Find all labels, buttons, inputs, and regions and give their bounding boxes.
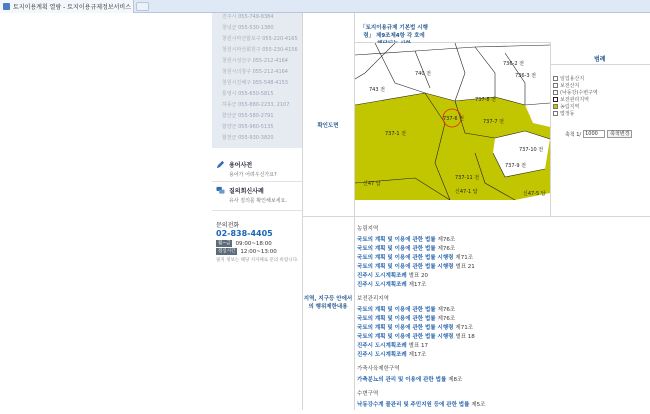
parcel-label: 736-2 전 xyxy=(503,61,524,67)
chat-bubble-icon xyxy=(216,186,225,195)
legend-item xyxy=(553,96,598,103)
law-link[interactable]: 국토의 계획 및 이용에 관한 법률 제76조 xyxy=(357,237,456,243)
law-link[interactable]: 진주시 도시계획조례 별표 17 xyxy=(357,343,429,349)
weekday-label: 월~금 xyxy=(218,241,231,246)
legend-swatch xyxy=(553,111,558,116)
phone-row: 하동군 055-880-2233, 2107 xyxy=(222,102,290,108)
zone-restriction-label: 지역, 지구등 안에서의 행위제한내용 xyxy=(303,296,353,310)
faq-sub: 유사 질의를 확인해보세요. xyxy=(229,198,287,204)
new-tab-button[interactable] xyxy=(136,2,149,11)
law-link[interactable]: 낙동강수계 물관리 및 주민지원 등에 관한 법률 제5조 xyxy=(357,402,486,408)
contact-title: 문의전화 xyxy=(216,222,240,229)
glossary-title: 용어사전 xyxy=(229,162,253,169)
law-link[interactable]: 국토의 계획 및 이용에 관한 법률 시행령 제71조 xyxy=(357,255,474,261)
law-group-heading: 보전관리지역 xyxy=(357,296,389,302)
parcel-label: 736-3 전 xyxy=(515,73,536,79)
divider xyxy=(212,181,302,182)
glossary-link[interactable] xyxy=(216,160,277,178)
table-border xyxy=(550,64,650,65)
law-group-heading: 가축사육제한구역 xyxy=(357,366,400,372)
law-link[interactable]: 진주시 도시계획조례 별표 20 xyxy=(357,273,429,279)
legend-swatch xyxy=(553,90,558,95)
map-label: 확인도면 xyxy=(317,123,339,129)
parcel-label: 737-11 전 xyxy=(455,175,480,181)
lunch-label: 점심시간 xyxy=(218,249,236,254)
phone-row: 창원시진해구 055-548-4153 xyxy=(222,80,288,86)
phone-row: 창녕군 055-530-1380 xyxy=(222,25,274,31)
parcel-label: 737-6 전 xyxy=(443,116,464,122)
scale-input[interactable]: 1000 xyxy=(583,130,605,138)
legend-label: 보전관리지역 xyxy=(560,97,589,103)
parcel-label: 743 전 xyxy=(369,87,385,93)
parcel-label: 신47-1 답 xyxy=(455,189,478,195)
map-legend xyxy=(553,75,598,117)
phone-row: 창원시성산구 055-212-4164 xyxy=(222,58,288,64)
legend-item xyxy=(553,75,598,82)
parcel-label: 신47-5 답 xyxy=(523,191,546,197)
law-link[interactable]: 국토의 계획 및 이용에 관한 법률 시행령 별표 21 xyxy=(357,264,475,270)
law-link[interactable]: 국토의 계획 및 이용에 관한 법률 제76조 xyxy=(357,307,456,313)
parcel-label: 737-9 전 xyxy=(505,163,526,169)
law-link[interactable]: 가축분뇨의 관리 및 이용에 관한 법률 제8조 xyxy=(357,377,463,383)
legend-title: 범례 xyxy=(594,56,606,63)
legend-label: 임업용산지 xyxy=(560,76,585,82)
law-link[interactable]: 국토의 계획 및 이용에 관한 법률 제76조 xyxy=(357,316,456,322)
phone-row: 창원시의창구 055-212-4164 xyxy=(222,69,288,75)
parcel-label: 737-10 전 xyxy=(519,147,544,153)
legend-label: 법정동 xyxy=(560,111,575,117)
law-group-heading: 농림지역 xyxy=(357,226,379,232)
pencil-icon xyxy=(216,160,225,169)
parcel-label: 740 전 xyxy=(415,71,431,77)
scale-control xyxy=(565,130,632,138)
weekday-hours: 09:00~18:00 xyxy=(235,240,272,247)
phone-list-panel xyxy=(212,13,302,148)
phone-row: 진주시 055-749-8384 xyxy=(222,14,274,20)
glossary-sub: 용어가 어려우신가요? xyxy=(229,172,277,178)
contact-phone: 02-838-4405 xyxy=(216,229,273,238)
phone-row: 창원시마산합포구 055-220-4165 xyxy=(222,36,298,42)
legend-item xyxy=(553,103,598,110)
law-group-heading: 수변구역 xyxy=(357,391,379,397)
legend-swatch xyxy=(553,83,558,88)
law-group xyxy=(357,364,637,384)
law-group xyxy=(357,294,637,359)
table-border xyxy=(302,216,650,217)
legend-label: (낙동강)수변구역 xyxy=(560,90,598,96)
scale-label: 축척 1/ xyxy=(565,131,582,138)
legend-label: 농림지역 xyxy=(560,104,580,110)
phone-row: 함안군 055-580-2791 xyxy=(222,113,274,119)
law-link[interactable]: 국토의 계획 및 이용에 관한 법률 제76조 xyxy=(357,246,456,252)
lunch-hours-row xyxy=(216,248,277,255)
law-group xyxy=(357,224,637,289)
parcel-map[interactable] xyxy=(355,43,550,200)
law-list xyxy=(357,224,637,414)
parcel-label: 737-8 전 xyxy=(475,97,496,103)
weekday-hours-row xyxy=(216,240,272,247)
legend-label: 보전산지 xyxy=(560,83,580,89)
faq-title: 질의회신사례 xyxy=(229,188,264,195)
parcel-label: 737-1 전 xyxy=(385,131,406,137)
parcel-label: 737-7 전 xyxy=(483,119,504,125)
phone-row: 함양군 055-960-5135 xyxy=(222,124,274,130)
law-article-title: 「토지이용규제 기본법 시행령」 제9조제4항 각 호에 xyxy=(360,25,428,39)
browser-tab-bar xyxy=(0,0,650,13)
divider xyxy=(212,210,302,211)
browser-tab[interactable] xyxy=(0,0,134,13)
phone-row: 합천군 055-930-3820 xyxy=(222,135,274,141)
law-group xyxy=(357,389,637,409)
law-link[interactable]: 국토의 계획 및 이용에 관한 법률 시행령 별표 18 xyxy=(357,334,475,340)
law-link[interactable]: 국토의 계획 및 이용에 관한 법률 시행령 제71조 xyxy=(357,325,474,331)
legend-swatch xyxy=(553,104,558,109)
faq-link[interactable] xyxy=(216,186,287,204)
tab-title: 토지이용계획 열람 - 토지이용규제정보서비스 xyxy=(13,4,132,11)
phone-row: 통영시 055-650-5815 xyxy=(222,91,274,97)
legend-swatch xyxy=(553,76,558,81)
scale-change-button[interactable]: 축척변경 xyxy=(607,130,632,138)
legend-item xyxy=(553,110,598,117)
lunch-hours: 12:00~13:00 xyxy=(240,248,277,255)
law-link[interactable]: 진주시 도시계획조례 제17조 xyxy=(357,352,427,358)
table-border xyxy=(302,13,303,410)
legend-swatch xyxy=(553,97,558,102)
site-favicon-icon xyxy=(3,3,10,10)
table-border xyxy=(550,42,551,216)
law-link[interactable]: 진주시 도시계획조례 제17조 xyxy=(357,282,427,288)
parcel-label: 신47 답 xyxy=(363,181,381,187)
legend-item xyxy=(553,89,598,96)
legend-item xyxy=(553,82,598,89)
contact-note: 필지 정보는 해당 지자체로 문의 바랍니다. xyxy=(216,258,299,263)
phone-row: 창원시마산회원구 055-230-4156 xyxy=(222,47,298,53)
